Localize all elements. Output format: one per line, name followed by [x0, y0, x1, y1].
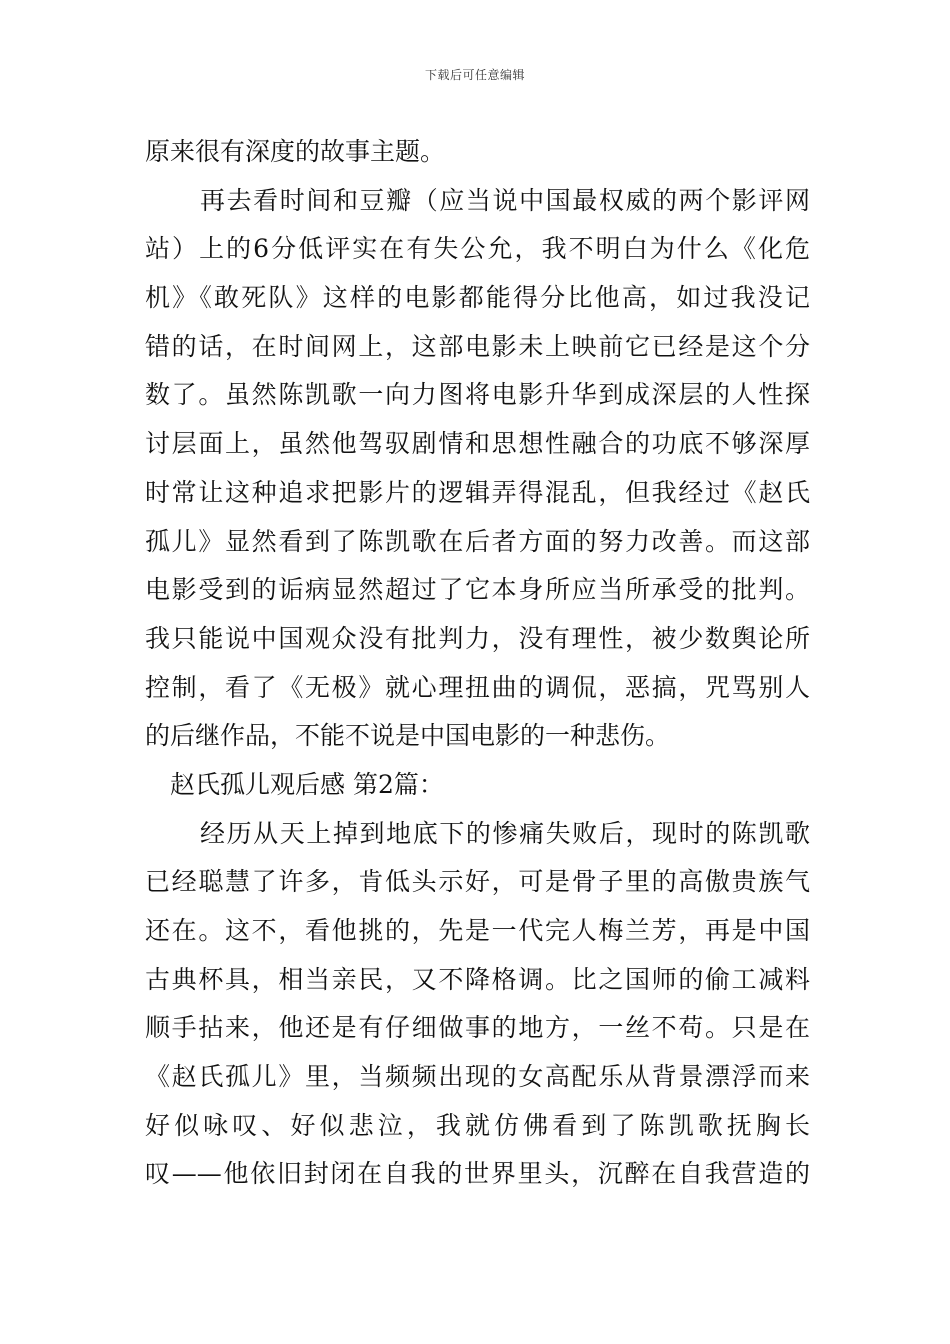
document-body: [145, 128, 810, 1199]
text-line: 好似咏叹、好似悲泣，我就仿佛看到了陈凯歌抚胸长: [145, 1110, 810, 1140]
text-line: 还在。这不，看他挑的，先是一代完人梅兰芳，再是中国: [145, 916, 810, 945]
text-line: 电影受到的诟病显然超过了它本身所应当所承受的批判。: [145, 575, 810, 605]
text-line: 机》《敢死队》这样的电影都能得分比他高，如过我没记: [145, 283, 810, 313]
text-line: 再去看时间和豆瓣（应当说中国最权威的两个影评网: [200, 185, 810, 215]
text-line: 数了。虽然陈凯歌一向力图将电影升华到成深层的人性探: [145, 380, 810, 410]
text-line: 经历从天上掉到地底下的惨痛失败后，现时的陈凯歌: [200, 818, 810, 848]
text-line: 站）上的6分低评实在有失公允，我不明白为什么《化危: [145, 234, 810, 264]
text-line: 的后继作品，不能不说是中国电影的一种悲伤。: [145, 721, 671, 751]
text-line: 《赵氏孤儿》里，当频频出现的女高配乐从背景漂浮而来: [145, 1062, 810, 1092]
text-line: 错的话，在时间网上，这部电影未上映前它已经是这个分: [145, 331, 810, 361]
text-line: 顺手拈来，他还是有仔细做事的地方，一丝不苟。只是在: [145, 1013, 810, 1043]
text-line: 控制，看了《无极》就心理扭曲的调侃，恶搞，咒骂别人: [145, 672, 810, 702]
text-line: 古典杯具，相当亲民，又不降格调。比之国师的偷工减料: [145, 964, 810, 994]
text-line: 我只能说中国观众没有批判力，没有理性，被少数舆论所: [145, 623, 810, 653]
text-line: 讨层面上，虽然他驾驭剧情和思想性融合的功底不够深厚: [145, 429, 810, 459]
text-line: 叹——他依旧封闭在自我的世界里头，沉醉在自我营造的: [145, 1159, 810, 1189]
text-line: 原来很有深度的故事主题。: [145, 137, 446, 166]
text-line: 时常让这种追求把影片的逻辑弄得混乱，但我经过《赵氏: [145, 477, 810, 507]
text-line: 已经聪慧了许多，肯低头示好，可是骨子里的高傲贵族气: [145, 867, 810, 897]
page-header: 下载后可任意编辑: [424, 68, 525, 82]
section-heading: 赵氏孤儿观后感 第2篇：: [170, 769, 444, 799]
text-line: 孤儿》显然看到了陈凯歌在后者方面的努力改善。而这部: [145, 526, 810, 556]
